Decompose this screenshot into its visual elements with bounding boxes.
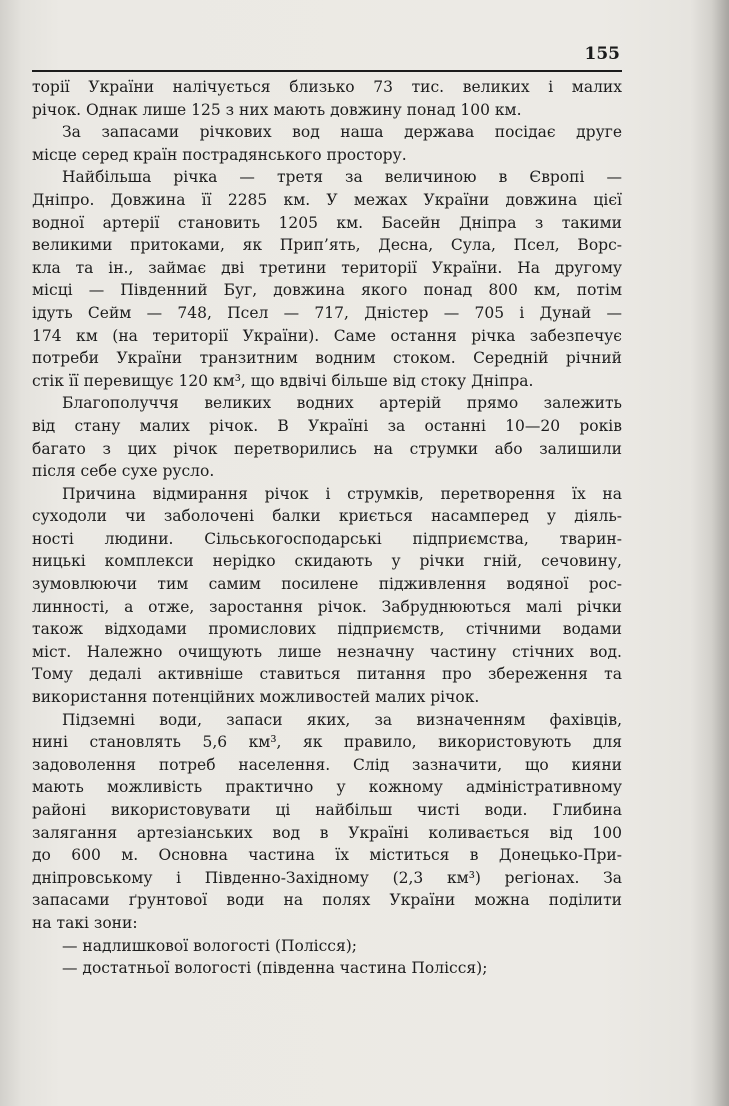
text-line: Причина відмирання річок і струмків, перетворення їх на <box>62 484 622 503</box>
text-line: районі використовувати ці найбільш чисті води. Глибина <box>32 801 622 819</box>
text-line: також відходами промислових підприємств, стічними водами <box>32 620 622 639</box>
header-rule <box>32 70 622 72</box>
text-line: 174 км (на території України). Саме остання річка забезпечує <box>32 326 622 345</box>
text-line: мають можливість практично у кожному адміністративному <box>32 778 622 797</box>
text-line: багато з цих річок перетворились на струмки або залишили <box>32 439 622 458</box>
text-line: — достатньої вологості (південна частина Полісся); <box>62 959 488 978</box>
text-line: Благополуччя великих водних артерій прямо залежить <box>62 394 622 413</box>
text-line: линності, а отже, заростання річок. Забруднюються малі річки <box>32 597 622 616</box>
text-line: суходоли чи заболочені балки криється насамперед у діяль- <box>32 507 622 526</box>
page-number: 155 <box>584 44 620 64</box>
page-edge-shadow <box>711 0 729 1106</box>
text-line: Найбільша річка — третя за величиною в Європі — <box>62 168 622 187</box>
body-text <box>32 76 622 980</box>
text-line: — надлишкової вологості (Полісся); <box>62 936 358 955</box>
text-line: на такі зони: <box>32 913 138 932</box>
text-line: ності людини. Сільськогосподарські підприємства, тварин- <box>32 529 622 548</box>
text-line: торії України налічується близько 73 тис. великих і малих <box>32 78 622 96</box>
text-line: місці — Південний Буг, довжина якого понад 800 км, потім <box>32 281 622 300</box>
text-line: задоволення потреб населення. Слід зазначити, що кияни <box>32 755 622 774</box>
text-line: міст. Належно очищують лише незначну частину стічних вод. <box>32 642 622 661</box>
text-line: кла та ін., займає дві третини території України. На другому <box>32 258 622 277</box>
text-line: до 600 м. Основна частина їх міститься в Донецько-При- <box>32 846 622 865</box>
text-line: ідуть Сейм — 748, Псел — 717, Дністер — 705 і Дунай — <box>32 303 622 322</box>
text-line: водної артерії становить 1205 км. Басейн Дніпра з такими <box>32 213 622 232</box>
text-line: великими притоками, як Прип’ять, Десна, Сула, Псел, Ворс- <box>32 236 622 255</box>
text-line: Підземні води, запаси яких, за визначенням фахівців, <box>62 710 622 729</box>
text-line: залягання артезіанських вод в Україні коливається від 100 <box>32 823 622 842</box>
text-line: зумовлюючи тим самим посилене підживлення водяної рос- <box>32 575 622 594</box>
text-line: річок. Однак лише 125 з них мають довжину понад 100 км. <box>32 100 522 119</box>
text-line: нині становлять 5,6 км³, як правило, використовують для <box>32 733 622 752</box>
text-line: місце серед країн пострадянського простору. <box>32 145 407 164</box>
text-line: ницькі комплекси нерідко скидають у річки гній, сечовину, <box>32 552 622 571</box>
text-line: Тому дедалі активніше ставиться питання про збереження та <box>32 665 622 684</box>
text-line: запасами ґрунтової води на полях України можна поділити <box>32 891 622 910</box>
text-line: Дніпро. Довжина її 2285 км. У межах України довжина цієї <box>32 190 622 209</box>
text-line: від стану малих річок. В Україні за останні 10—20 років <box>32 416 622 435</box>
text-line: стік її перевищує 120 км³, що вдвічі більше від стоку Дніпра. <box>32 371 534 390</box>
text-line: За запасами річкових вод наша держава посідає друге <box>62 123 622 142</box>
text-line: після себе сухе русло. <box>32 462 215 481</box>
text-line: дніпровському і Південно-Західному (2,3 км³) регіонах. За <box>32 868 622 887</box>
text-line: потреби України транзитним водним стоком. Середній річний <box>32 349 622 368</box>
text-line: використання потенційних можливостей малих річок. <box>32 688 480 707</box>
